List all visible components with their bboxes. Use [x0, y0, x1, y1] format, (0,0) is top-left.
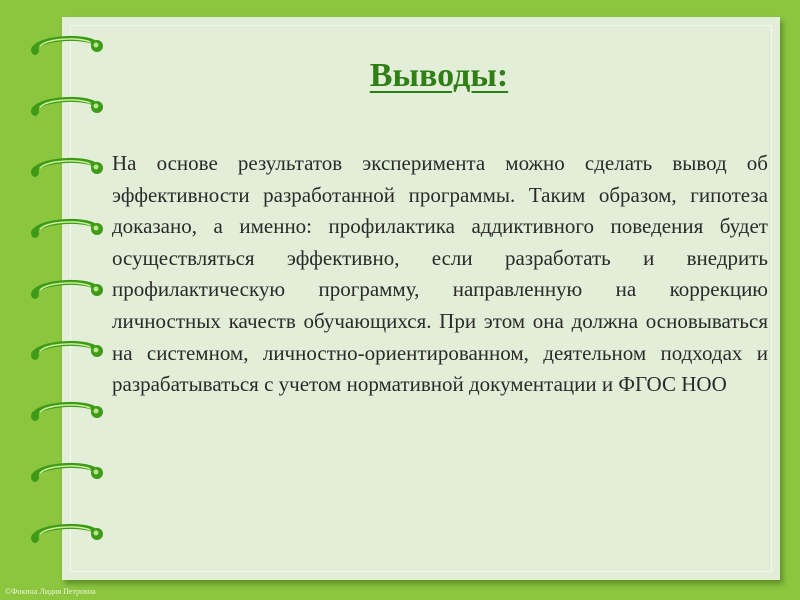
notebook-ring-icon [31, 404, 103, 421]
notebook-ring-icon [31, 38, 103, 55]
slide-title: Выводы: [369, 57, 509, 94]
notebook-ring-icon [31, 160, 103, 177]
notebook-ring-icon [31, 526, 103, 543]
notebook-ring-icon [31, 343, 103, 360]
notebook-ring-icon [31, 282, 103, 299]
notebook-ring-icon [31, 221, 103, 238]
copyright-label: ©Фокина Лидия Петровна [5, 587, 96, 596]
notebook-ring-icon [31, 465, 103, 482]
conclusion-text: На основе результатов эксперимента можно сделать вывод об эффективности разработанной программы. Таким образом, гипотеза доказано, а именно: профилактика аддиктивного поведения будет осуществляться эффективно, если разработать и внедрить профилактическую программу, направленную на коррекцию личностных качеств обучающихся. При этом она должна основываться на системном, личностно-ориентированном, деятельном подходах и разрабатываться с учетом нормативной документации и ФГОС НОО [112, 151, 768, 397]
notebook-ring-icon [31, 99, 103, 116]
